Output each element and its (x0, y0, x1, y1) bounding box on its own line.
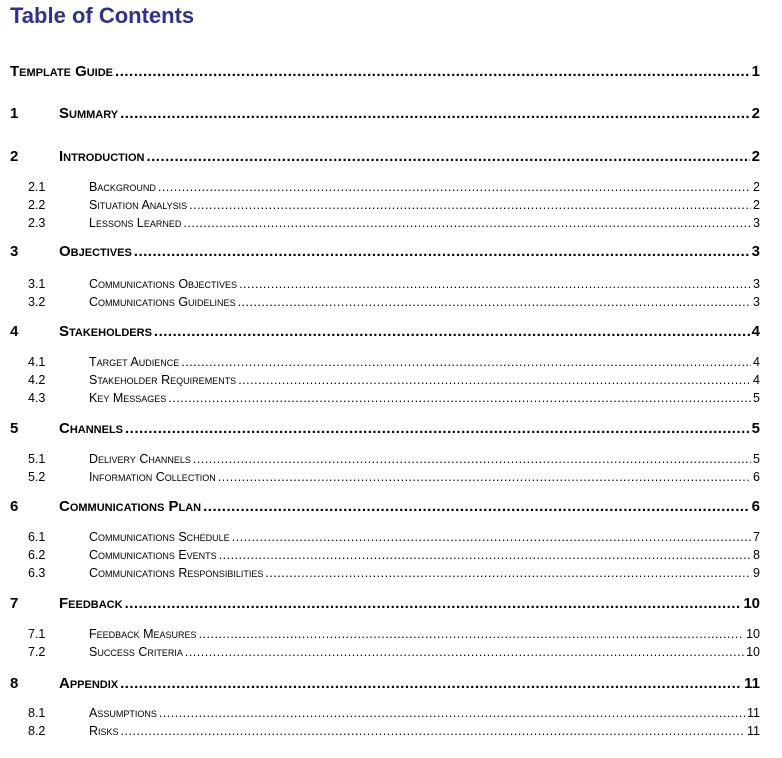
toc-page-number: 8 (753, 548, 760, 562)
toc-entry-number: 2.1 (28, 180, 46, 194)
toc-page-number: 3 (753, 295, 760, 309)
toc-entry-title: Feedback Measures (89, 627, 197, 641)
toc-entry-number: 6.3 (28, 566, 46, 580)
toc-entry-number: 4 (10, 323, 19, 340)
toc-entry[interactable] (0, 322, 782, 342)
toc-page-number: 11 (747, 706, 760, 720)
toc-entry-number: 2.2 (28, 198, 46, 212)
toc-entry-number: 8.1 (28, 706, 46, 720)
toc-subentry[interactable] (0, 723, 782, 739)
toc-leader (199, 626, 745, 642)
toc-subentry[interactable] (0, 390, 782, 406)
toc-page-number: 2 (751, 148, 760, 165)
toc-entry-number: 6.1 (28, 530, 46, 544)
toc-leader (120, 104, 750, 124)
toc-page-number: 11 (744, 675, 760, 692)
toc-entry-title: Channels (59, 420, 124, 437)
toc-subentry[interactable] (0, 469, 782, 485)
toc-entry[interactable] (0, 242, 782, 262)
toc-leader (159, 705, 745, 721)
toc-entry[interactable] (0, 497, 782, 517)
toc-entry-number: 7 (10, 595, 19, 612)
toc-page-number: 10 (746, 645, 760, 659)
toc-entry-number: 8.2 (28, 724, 46, 738)
toc-entry-title: Summary (59, 105, 119, 122)
toc-leader (146, 147, 749, 167)
toc-entry-number: 8 (10, 675, 19, 692)
toc-entry[interactable] (0, 104, 782, 124)
toc-entry-number: 4.2 (28, 373, 46, 387)
toc-subentry[interactable] (0, 354, 782, 370)
toc-entry-title: Communications Schedule (89, 530, 230, 544)
toc-leader (125, 419, 750, 439)
toc-page-number: 5 (751, 420, 760, 437)
toc-entry-title: Feedback (59, 595, 123, 612)
toc-leader (183, 215, 751, 231)
toc-entry-title: Lessons Learned (89, 216, 182, 230)
toc-page-number: 5 (753, 452, 760, 466)
toc-subentry[interactable] (0, 179, 782, 195)
toc-entry[interactable] (0, 674, 782, 694)
toc-leader (134, 242, 750, 262)
toc-page-number: 5 (753, 391, 760, 405)
toc-page-number: 9 (753, 566, 760, 580)
toc-leader (115, 62, 750, 82)
toc-subentry[interactable] (0, 276, 782, 292)
toc-leader (193, 451, 751, 467)
toc-page-number: 3 (753, 277, 760, 291)
toc-entry[interactable] (0, 594, 782, 614)
toc-subentry[interactable] (0, 197, 782, 213)
toc-entry-title: Communications Objectives (89, 277, 238, 291)
toc-page-number: 4 (751, 323, 760, 340)
toc-entry-number: 4.3 (28, 391, 46, 405)
toc-entry-title: Stakeholders (59, 323, 152, 340)
toc-entry-number: 5.1 (28, 452, 46, 466)
toc-leader (185, 644, 744, 660)
toc-entry-number: 1 (10, 105, 19, 122)
toc-entry-number: 7.1 (28, 627, 46, 641)
toc-entry[interactable] (0, 62, 782, 82)
toc-entry-title: Target Audience (89, 355, 180, 369)
toc-entry-title: Information Collection (89, 470, 216, 484)
toc-entry-number: 3.1 (28, 277, 46, 291)
toc-page-number: 3 (751, 243, 760, 260)
toc-entry-title: Success Criteria (89, 645, 183, 659)
toc-page-number: 10 (746, 627, 760, 641)
toc-entry-title: Delivery Channels (89, 452, 191, 466)
toc-entry-title: Stakeholder Requirements (89, 373, 237, 387)
toc-page-number: 4 (753, 355, 760, 369)
toc-page-number: 1 (751, 63, 760, 80)
toc-leader (120, 674, 742, 694)
toc-leader (238, 372, 751, 388)
toc-subentry[interactable] (0, 529, 782, 545)
toc-entry[interactable] (0, 147, 782, 167)
toc-subentry[interactable] (0, 451, 782, 467)
toc-subentry[interactable] (0, 294, 782, 310)
toc-page-number: 11 (747, 724, 760, 738)
toc-entry-number: 5.2 (28, 470, 46, 484)
toc-entry-title: Background (89, 180, 156, 194)
toc-entry-title: Template Guide (10, 63, 114, 80)
toc-entry-number: 2 (10, 148, 19, 165)
toc-leader (189, 197, 751, 213)
toc-entry-title: Situation Analysis (89, 198, 188, 212)
toc-leader (158, 179, 751, 195)
toc-entry-number: 5 (10, 420, 19, 437)
toc-leader (239, 276, 751, 292)
toc-leader (265, 565, 751, 581)
toc-entry-title: Appendix (59, 675, 119, 692)
toc-subentry[interactable] (0, 547, 782, 563)
toc-page-number: 10 (743, 595, 760, 612)
toc-page-number: 6 (753, 470, 760, 484)
toc-entry-title: Communications Plan (59, 498, 202, 515)
toc-entry-number: 7.2 (28, 645, 46, 659)
toc-subentry[interactable] (0, 705, 782, 721)
toc-entry-number: 4.1 (28, 355, 46, 369)
toc-page-number: 6 (751, 498, 760, 515)
toc-leader (232, 529, 751, 545)
toc-entry-title: Communications Guidelines (89, 295, 236, 309)
toc-page-number: 3 (753, 216, 760, 230)
toc-entry-number: 6.2 (28, 548, 46, 562)
toc-subentry[interactable] (0, 565, 782, 581)
toc-page-number: 2 (753, 198, 760, 212)
toc-entry-number: 2.3 (28, 216, 46, 230)
toc-page-number: 7 (753, 530, 760, 544)
toc-subentry[interactable] (0, 644, 782, 660)
toc-entry-title: Assumptions (89, 706, 157, 720)
toc-leader (203, 497, 750, 517)
toc-entry-title: Communications Events (89, 548, 217, 562)
toc-leader (168, 390, 751, 406)
toc-leader (218, 469, 751, 485)
toc-page-number: 2 (753, 180, 760, 194)
toc-page-number: 2 (751, 105, 760, 122)
toc-entry-number: 3 (10, 243, 19, 260)
toc-leader (219, 547, 751, 563)
toc-entry-title: Communications Responsibilities (89, 566, 264, 580)
toc-leader (154, 322, 750, 342)
toc-leader (125, 594, 742, 614)
toc-leader (181, 354, 751, 370)
toc-leader (238, 294, 751, 310)
toc-entry-number: 6 (10, 498, 19, 515)
toc-entry-title: Key Messages (89, 391, 167, 405)
toc-page-number: 4 (753, 373, 760, 387)
toc-subentry[interactable] (0, 626, 782, 642)
toc-leader (121, 723, 745, 739)
toc-entry-title: Introduction (59, 148, 145, 165)
toc-entry-number: 3.2 (28, 295, 46, 309)
toc-entry-title: Risks (89, 724, 119, 738)
page-title: Table of Contents (10, 3, 195, 28)
toc-subentry[interactable] (0, 215, 782, 231)
toc-entry-title: Objectives (59, 243, 132, 260)
toc-entry[interactable] (0, 419, 782, 439)
toc-subentry[interactable] (0, 372, 782, 388)
